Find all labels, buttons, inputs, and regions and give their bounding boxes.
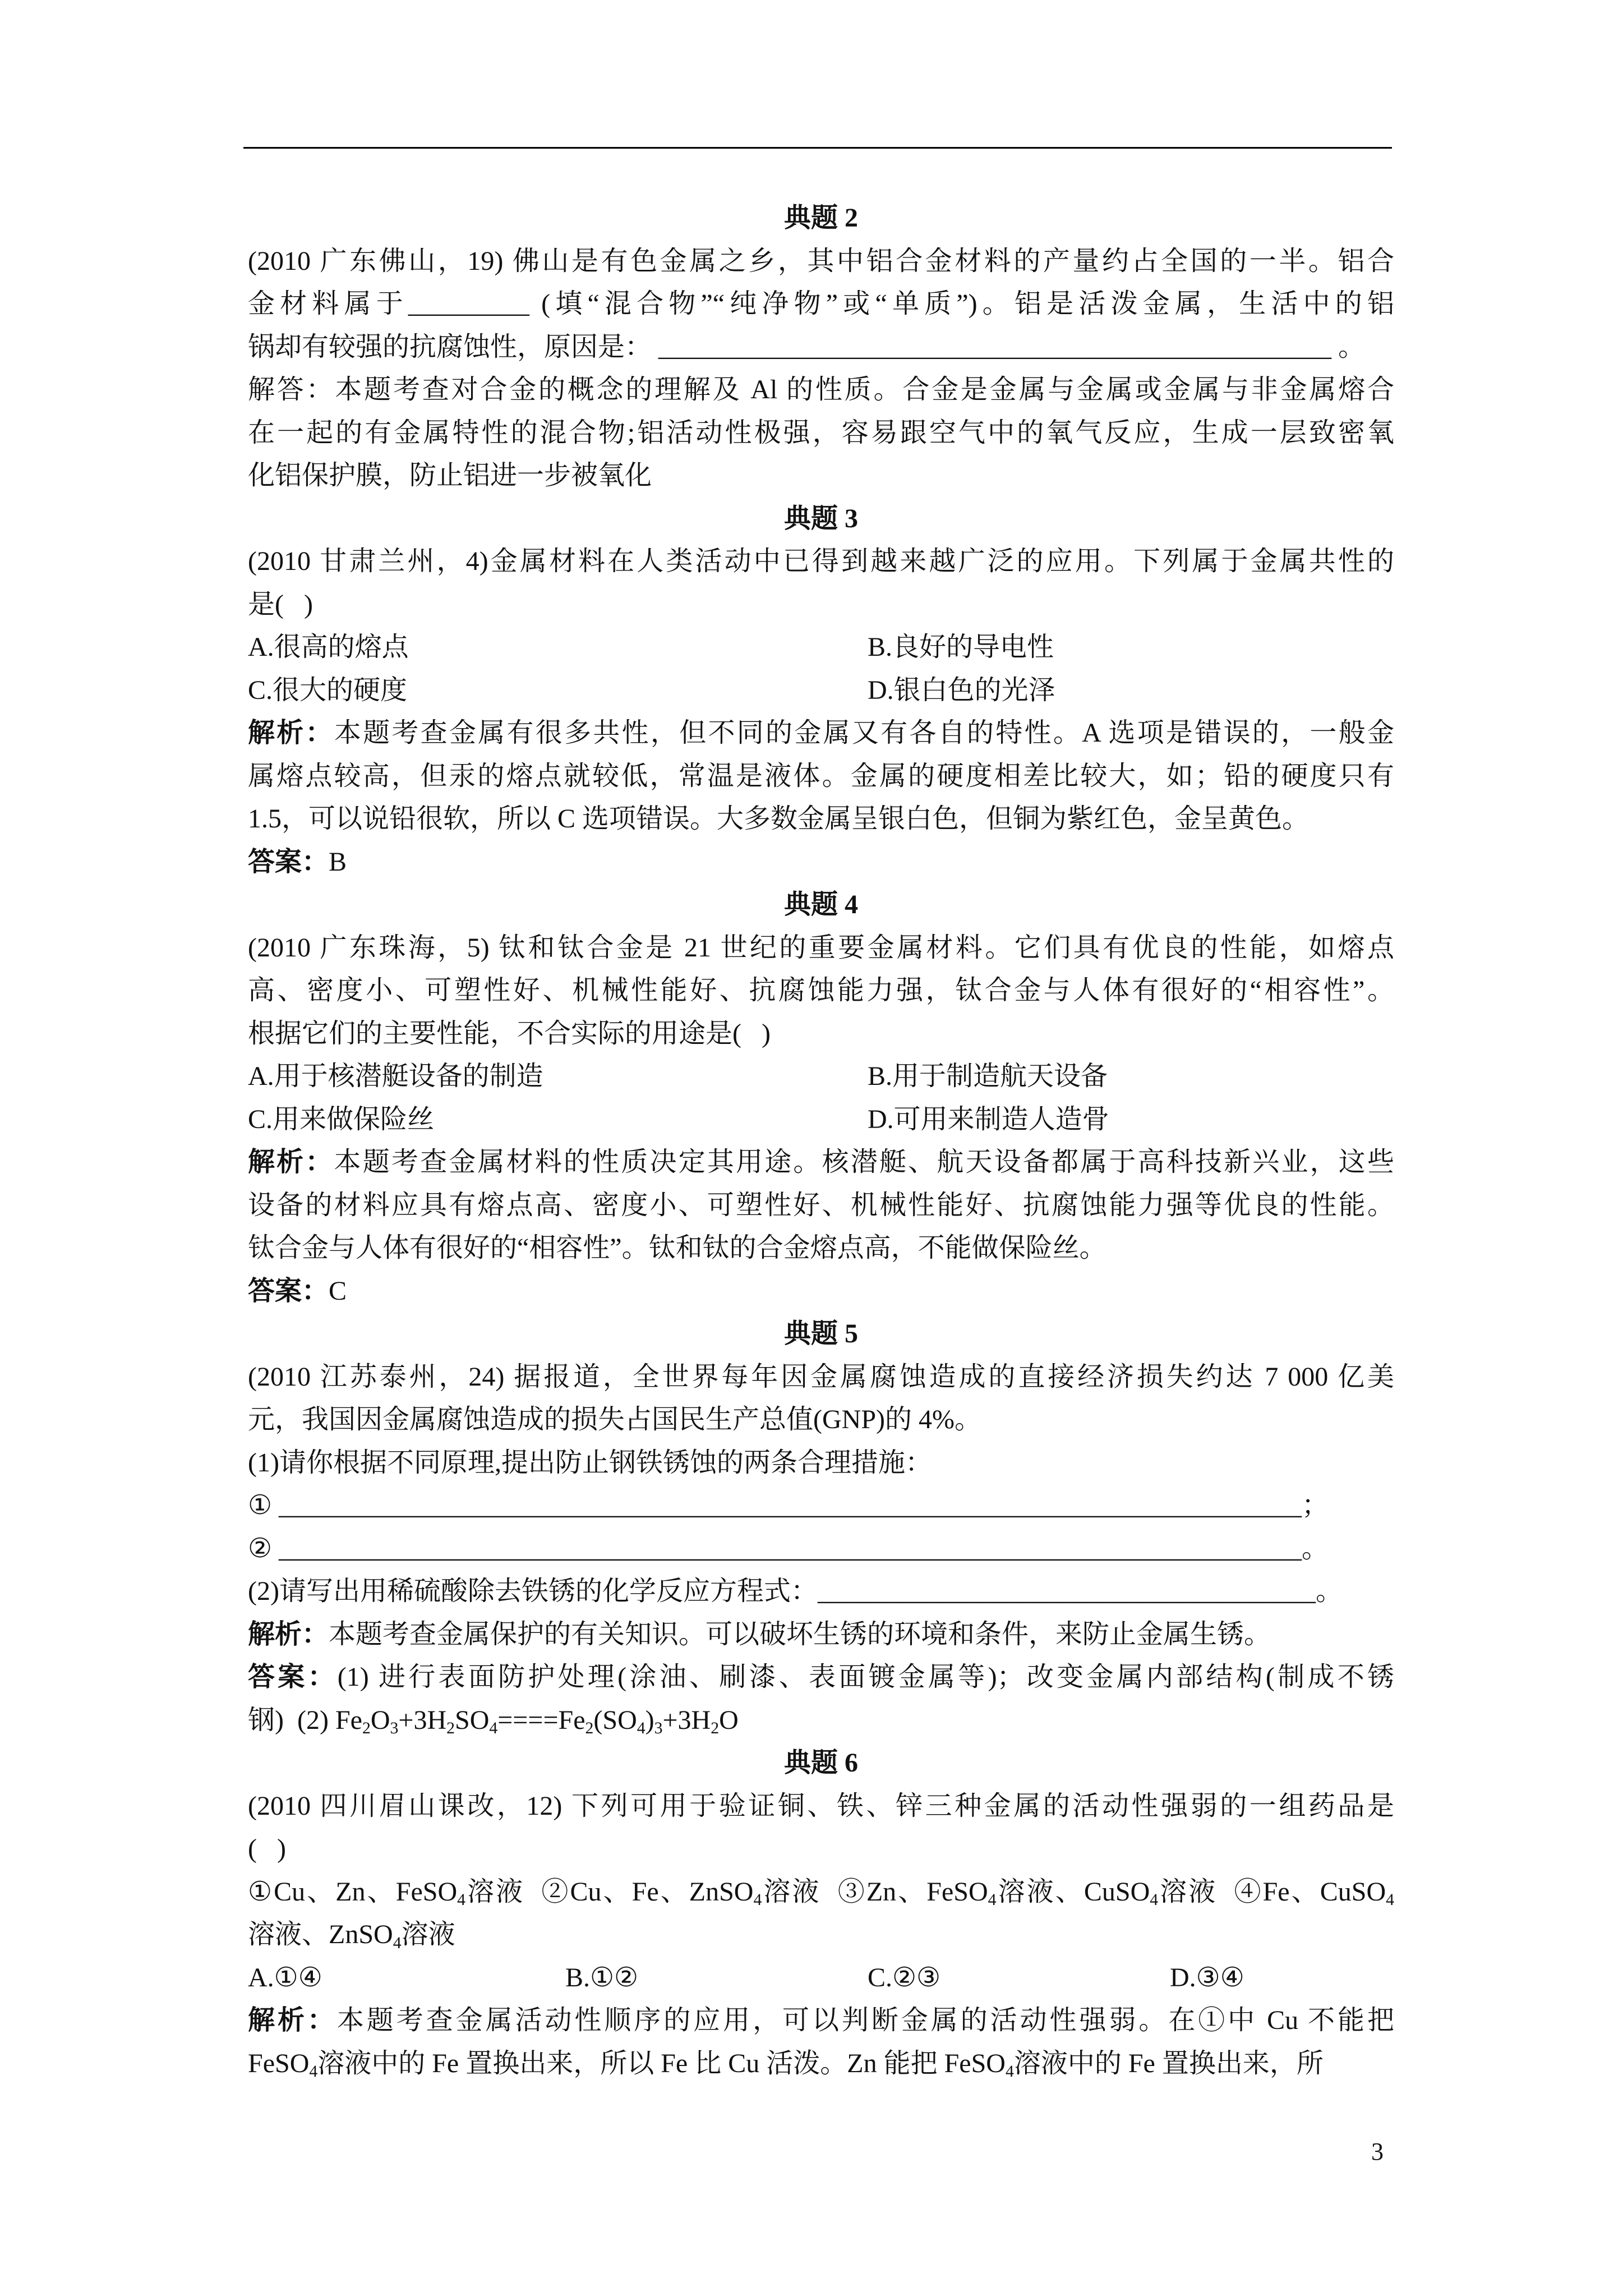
text-run: (SO — [593, 1705, 637, 1735]
subscript: 2 — [362, 1719, 371, 1738]
text-run: 溶液 ③Zn、FeSO — [762, 1876, 988, 1907]
text-line: 设备的材料应具有熔点高、密度小、可塑性好、机械性能好、抗腐蚀能力强等优良的性能。 — [248, 1190, 1394, 1220]
text-line: 锅却有较强的抗腐蚀性，原因是： __________________________________________________ 。 — [248, 332, 1366, 362]
text-run: 溶液、CuSO — [996, 1876, 1150, 1907]
text-line — [248, 1871, 1394, 1914]
subscript: 3 — [654, 1719, 663, 1738]
question-paragraph — [248, 1527, 1394, 1571]
option-item: B.良好的导电性 — [868, 632, 1054, 662]
text-run: O — [719, 1705, 739, 1735]
text-run: B — [329, 846, 347, 877]
bold-label: 答案： — [248, 846, 329, 877]
text-line: (1)请你根据不同原理,提出防止钢铁锈蚀的两条合理措施： — [248, 1447, 932, 1478]
question-paragraph — [248, 1785, 1394, 1871]
text-run: ) — [645, 1705, 654, 1735]
subscript: 4 — [1386, 1890, 1394, 1910]
option-item: B.用于制造航天设备 — [868, 1061, 1108, 1091]
subscript: 4 — [1005, 2062, 1014, 2081]
text-line — [248, 1913, 1394, 1957]
text-run: 溶液中的 Fe 置换出来，所 — [1013, 2048, 1324, 2078]
text-run: ①Cu、Zn、FeSO — [248, 1876, 458, 1907]
option-item: D.银白色的光泽 — [868, 675, 1055, 705]
text-line: 钛合金与人体有很好的“相容性”。钛和钛的合金熔点高，不能做保险丝。 — [248, 1233, 1106, 1263]
problem-block — [248, 884, 1394, 1313]
text-line — [248, 1999, 1394, 2042]
text-line: 化铝保护膜，防止铝进一步被氧化 — [248, 461, 652, 490]
text-line — [248, 1613, 1394, 1657]
question-paragraph — [248, 1871, 1394, 1957]
text-line: 金材料属于_________ (填“混合物”“纯净物”或“单质”)。铝是活泼金属，生活中的铝 — [248, 289, 1394, 319]
text-line: ① ____________________________________________________________________________； — [248, 1490, 1329, 1520]
text-run: 本题考查金属保护的有关知识。可以破坏生锈的环境和条件，来防止金属生锈。 — [329, 1619, 1271, 1649]
subscript: 2 — [585, 1719, 594, 1738]
text-run: (1) 进行表面防护处理(涂油、刷漆、表面镀金属等)；改变金属内部结构(制成不锈 — [337, 1662, 1394, 1692]
problem-block — [248, 1742, 1394, 2085]
text-run: 溶液 — [401, 1920, 455, 1949]
text-run: C — [329, 1276, 347, 1306]
header-rule — [243, 147, 1392, 149]
analysis-paragraph — [248, 369, 1394, 498]
text-line — [248, 1656, 1394, 1699]
text-run: 溶液中的 Fe 置换出来，所以 Fe 比 Cu 活泼。Zn 能把 FeSO — [317, 2048, 1006, 2078]
text-line: 根据它们的主要性能，不合实际的用途是( ) — [248, 1018, 771, 1048]
subscript: 4 — [988, 1890, 997, 1910]
analysis-paragraph — [248, 1613, 1394, 1657]
document-body — [248, 197, 1394, 2085]
text-line: (2010 甘肃兰州，4)金属材料在人类活动中已得到越来越广泛的应用。下列属于金属共性的 — [248, 546, 1394, 576]
subscript: 4 — [309, 2062, 318, 2081]
option-item: B.①② — [565, 1962, 639, 1993]
bold-label: 答案： — [248, 1662, 338, 1692]
option-item: D.可用来制造人造骨 — [868, 1104, 1109, 1134]
bold-label: 解析： — [248, 1619, 329, 1649]
subscript: 2 — [711, 1719, 720, 1738]
problem-title: 典题 3 — [783, 503, 858, 533]
option-item: C.②③ — [868, 1962, 941, 1993]
text-run: 本题考查金属活动性顺序的应用，可以判断金属的活动性强弱。在①中 Cu 不能把 — [336, 2005, 1394, 2035]
page-number: 3 — [1371, 2138, 1384, 2165]
text-run: +3H — [662, 1705, 711, 1735]
text-line — [248, 2042, 1394, 2086]
question-paragraph — [248, 540, 1394, 626]
text-run: +3H — [398, 1705, 447, 1735]
question-paragraph — [248, 1356, 1394, 1442]
bold-label: 解析： — [248, 2005, 337, 2035]
text-line: 1.5，可以说铅很软，所以 C 选项错误。大多数金属呈银白色，但铜为紫红色，金呈黄色。 — [248, 804, 1310, 834]
text-run: O — [370, 1705, 390, 1735]
problem-block — [248, 1313, 1394, 1742]
text-line: (2010 江苏泰州，24) 据报道，全世界每年因金属腐蚀造成的直接经济损失约达 7 000 亿美 — [248, 1361, 1394, 1392]
subscript: 3 — [390, 1719, 399, 1738]
subscript: 4 — [753, 1890, 762, 1910]
question-paragraph — [248, 1484, 1394, 1527]
text-line: 解答：本题考查对合金的概念的理解及 Al 的性质。合金是金属与金属或金属与非金属熔合 — [248, 375, 1394, 404]
bold-label: 解析： — [248, 1147, 334, 1177]
question-paragraph — [248, 240, 1394, 369]
bold-label: 解析： — [248, 718, 334, 748]
text-line: ② ____________________________________________________________________________。 — [248, 1533, 1329, 1563]
text-line: 属熔点较高，但汞的熔点就较低，常温是液体。金属的硬度相差比较大，如；铅的硬度只有 — [248, 761, 1394, 791]
analysis-paragraph — [248, 1999, 1394, 2085]
problem-title: 典题 5 — [783, 1319, 858, 1349]
text-line — [248, 1699, 1394, 1742]
text-line: (2)请写出用稀硫酸除去铁锈的化学反应方程式：_____________________________________。 — [248, 1576, 1343, 1606]
question-paragraph — [248, 1570, 1394, 1613]
problem-block — [248, 197, 1394, 498]
text-run: 本题考查金属材料的性质决定其用途。核潜艇、航天设备都属于高科技新兴业，这些 — [334, 1147, 1394, 1177]
text-run: 溶液 ④Fe、CuSO — [1158, 1876, 1386, 1907]
text-run: 溶液 ②Cu、Fe、ZnSO — [465, 1876, 754, 1907]
answer-paragraph — [248, 841, 1394, 884]
text-line: 高、密度小、可塑性好、机械性能好、抗腐蚀能力强，钛合金与人体有很好的“相容性”。 — [248, 976, 1394, 1005]
text-line — [248, 1141, 1394, 1184]
text-line: 元，我国因金属腐蚀造成的损失占国民生产总值(GNP)的 4%。 — [248, 1405, 981, 1434]
option-item: D.③④ — [1170, 1962, 1244, 1993]
analysis-paragraph — [248, 1141, 1394, 1270]
text-line — [248, 841, 1394, 884]
option-item: A.很高的熔点 — [248, 632, 409, 662]
text-line: 在一起的有金属特性的混合物;铝活动性极强，容易跟空气中的氧气反应，生成一层致密氧 — [248, 417, 1394, 448]
text-run: ====Fe — [497, 1705, 585, 1735]
subscript: 4 — [457, 1890, 465, 1910]
answer-paragraph — [248, 1270, 1394, 1313]
subscript: 4 — [489, 1719, 498, 1738]
problem-title: 典题 2 — [783, 203, 858, 233]
problem-block — [248, 498, 1394, 884]
question-paragraph — [248, 927, 1394, 1056]
text-line — [248, 1270, 1394, 1313]
text-run: FeSO — [248, 2048, 310, 2078]
bold-label: 答案： — [248, 1276, 329, 1306]
text-run: SO — [455, 1705, 490, 1735]
option-item: C.很大的硬度 — [248, 675, 408, 705]
subscript: 2 — [446, 1719, 455, 1738]
subscript: 4 — [637, 1719, 645, 1738]
text-line: (2010 广东佛山，19) 佛山是有色金属之乡，其中铝合金材料的产量约占全国的一半。铝合 — [248, 246, 1394, 276]
question-paragraph — [248, 1442, 1394, 1485]
text-line: ( ) — [248, 1834, 286, 1864]
text-line: (2010 四川眉山课改，12) 下列可用于验证铜、铁、锌三种金属的活动性强弱的一组药品是 — [248, 1791, 1394, 1821]
options-list — [248, 1055, 1394, 1141]
option-item: C.用来做保险丝 — [248, 1104, 435, 1134]
subscript: 4 — [1150, 1890, 1159, 1910]
answer-paragraph — [248, 1656, 1394, 1742]
text-run: 溶液、ZnSO — [248, 1920, 393, 1949]
text-line: 是( ) — [248, 589, 313, 619]
options-list — [248, 1957, 1394, 2000]
text-run: 钢) (2) Fe — [248, 1705, 362, 1735]
problem-title: 典题 6 — [783, 1748, 858, 1778]
problem-title: 典题 4 — [783, 890, 858, 919]
option-item: A.①④ — [248, 1962, 322, 1993]
text-line: (2010 广东珠海，5) 钛和钛合金是 21 世纪的重要金属材料。它们具有优良的性能，如熔点 — [248, 932, 1394, 963]
option-item: A.用于核潜艇设备的制造 — [248, 1061, 543, 1091]
text-line — [248, 712, 1394, 755]
options-list — [248, 626, 1394, 712]
text-run: 本题考查金属有很多共性，但不同的金属又有各自的特性。A 选项是错误的，一般金 — [334, 718, 1394, 748]
subscript: 4 — [393, 1933, 402, 1952]
analysis-paragraph — [248, 712, 1394, 841]
